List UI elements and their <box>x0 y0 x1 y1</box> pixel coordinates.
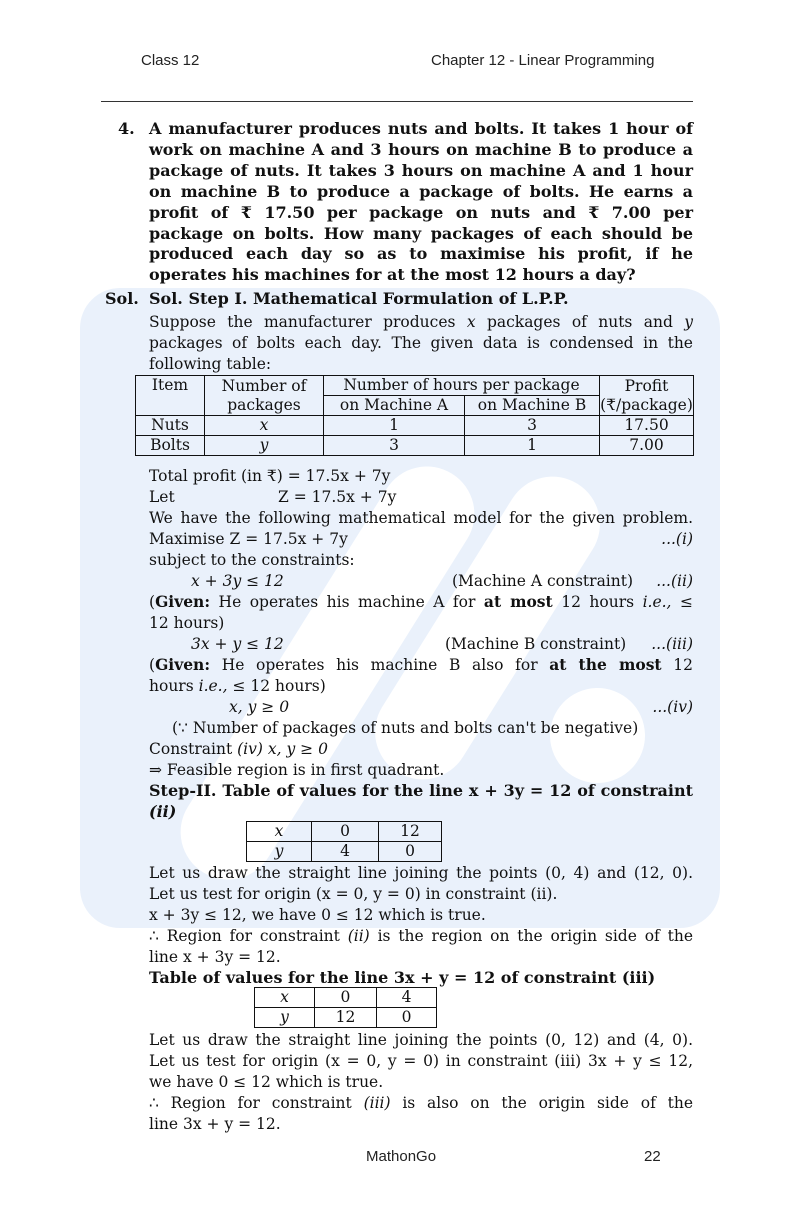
given-1-line-2: 12 hours) <box>149 614 225 632</box>
intro-line-2: packages of bolts each day. The given data is condensed in the <box>149 334 693 352</box>
question-number: 4. <box>118 119 135 138</box>
intro-line-1: Suppose the manufacturer produces x packages of nuts and y <box>149 313 694 331</box>
because-line: (∵ Number of packages of nuts and bolts can't be negative) <box>172 719 639 737</box>
draw-line-1: Let us draw the straight line joining the points (0, 4) and (12, 0). <box>149 864 693 882</box>
table-row: y 12 0 <box>255 1008 437 1028</box>
draw-line-2: Let us draw the straight line joining the points (0, 12) and (4, 0). <box>149 1031 693 1049</box>
given-2-line-2: hours i.e., ≤ 12 hours) <box>149 677 326 695</box>
table-row: y 4 0 <box>247 842 442 862</box>
th-machine-a: on Machine A <box>324 396 465 416</box>
intro-line-3: following table: <box>149 355 272 373</box>
table3-title: Table of values for the line 3x + y = 12 of constraint (iii) <box>149 968 656 987</box>
test-line-1: Let us test for origin (x = 0, y = 0) in constraint (ii). <box>149 885 558 903</box>
feasible-line: ⇒ Feasible region is in first quadrant. <box>149 761 445 779</box>
page-number: 22 <box>644 1148 661 1165</box>
constraint-iv-line: Constraint (iv) x, y ≥ 0 <box>149 740 328 758</box>
header-chapter: Chapter 12 - Linear Programming <box>431 52 655 69</box>
values-table-1 <box>246 821 442 862</box>
solution-label: Sol. <box>105 289 139 308</box>
test-line-2: Let us test for origin (x = 0, y = 0) in constraint (iii) 3x + y ≤ 12, <box>149 1052 693 1070</box>
table-row: Nuts x 1 3 17.50 <box>136 416 694 436</box>
th-profit: Profit (₹/package) <box>600 376 693 414</box>
th-hours: Number of hours per package <box>324 376 600 396</box>
header-class: Class 12 <box>141 52 200 69</box>
let-line: Let Z = 17.5x + 7y <box>149 488 397 506</box>
step2-title-line-2: (ii) <box>149 802 177 821</box>
region-line-1b: line x + 3y = 12. <box>149 948 281 966</box>
given-2: (Given: He operates his machine B also for at the most 12 <box>149 655 693 674</box>
step1-title: Sol. Step I. Mathematical Formulation of L.P.P. <box>149 289 569 308</box>
subject-line: subject to the constraints: <box>149 551 355 569</box>
th-item: Item <box>136 376 205 416</box>
values-table-2 <box>254 987 437 1028</box>
given-1: (Given: He operates his machine A for at most 12 hours i.e., ≤ <box>149 592 693 611</box>
model-line: We have the following mathematical model for the given problem. <box>149 509 693 527</box>
table-row: x 0 12 <box>247 822 442 842</box>
header-rule <box>101 101 693 102</box>
region-line-2: ∴ Region for constraint (iii) is also on the origin side of the <box>149 1094 693 1112</box>
data-table <box>135 375 694 456</box>
question-text: A manufacturer produces nuts and bolts. It takes 1 hour of work on machine A and 3 hours on machine B to produce a package of nuts. It takes 3 hours on machine A and 1 hour on machine B to produce a package of bolts. He earns a profit of ₹ 17.50 per package on nuts and ₹ 7.00 per package on bolts. How many packages of each should be produced each day so as to maximise his profit, if he operates his machines for at the most 12 hours a day? <box>149 119 693 285</box>
footer-brand: MathonGo <box>366 1148 437 1165</box>
maximise-line: Maximise Z = 17.5x + 7y ...(i) <box>149 530 693 548</box>
th-number: Number of packages <box>205 376 324 416</box>
region-line-1: ∴ Region for constraint (ii) is the region on the origin side of the <box>149 927 694 945</box>
region-line-2b: line 3x + y = 12. <box>149 1115 281 1133</box>
table-row: Bolts y 3 1 7.00 <box>136 436 694 456</box>
th-machine-b: on Machine B <box>465 396 600 416</box>
step2-title: Step-II. Table of values for the line x + 3y = 12 of constraint <box>149 781 693 800</box>
test-line-2b: we have 0 ≤ 12 which is true. <box>149 1073 384 1091</box>
table-row: x 0 4 <box>255 988 437 1008</box>
total-profit: Total profit (in ₹) = 17.5x + 7y <box>149 467 391 485</box>
test-line-1b: x + 3y ≤ 12, we have 0 ≤ 12 which is true. <box>149 906 486 924</box>
